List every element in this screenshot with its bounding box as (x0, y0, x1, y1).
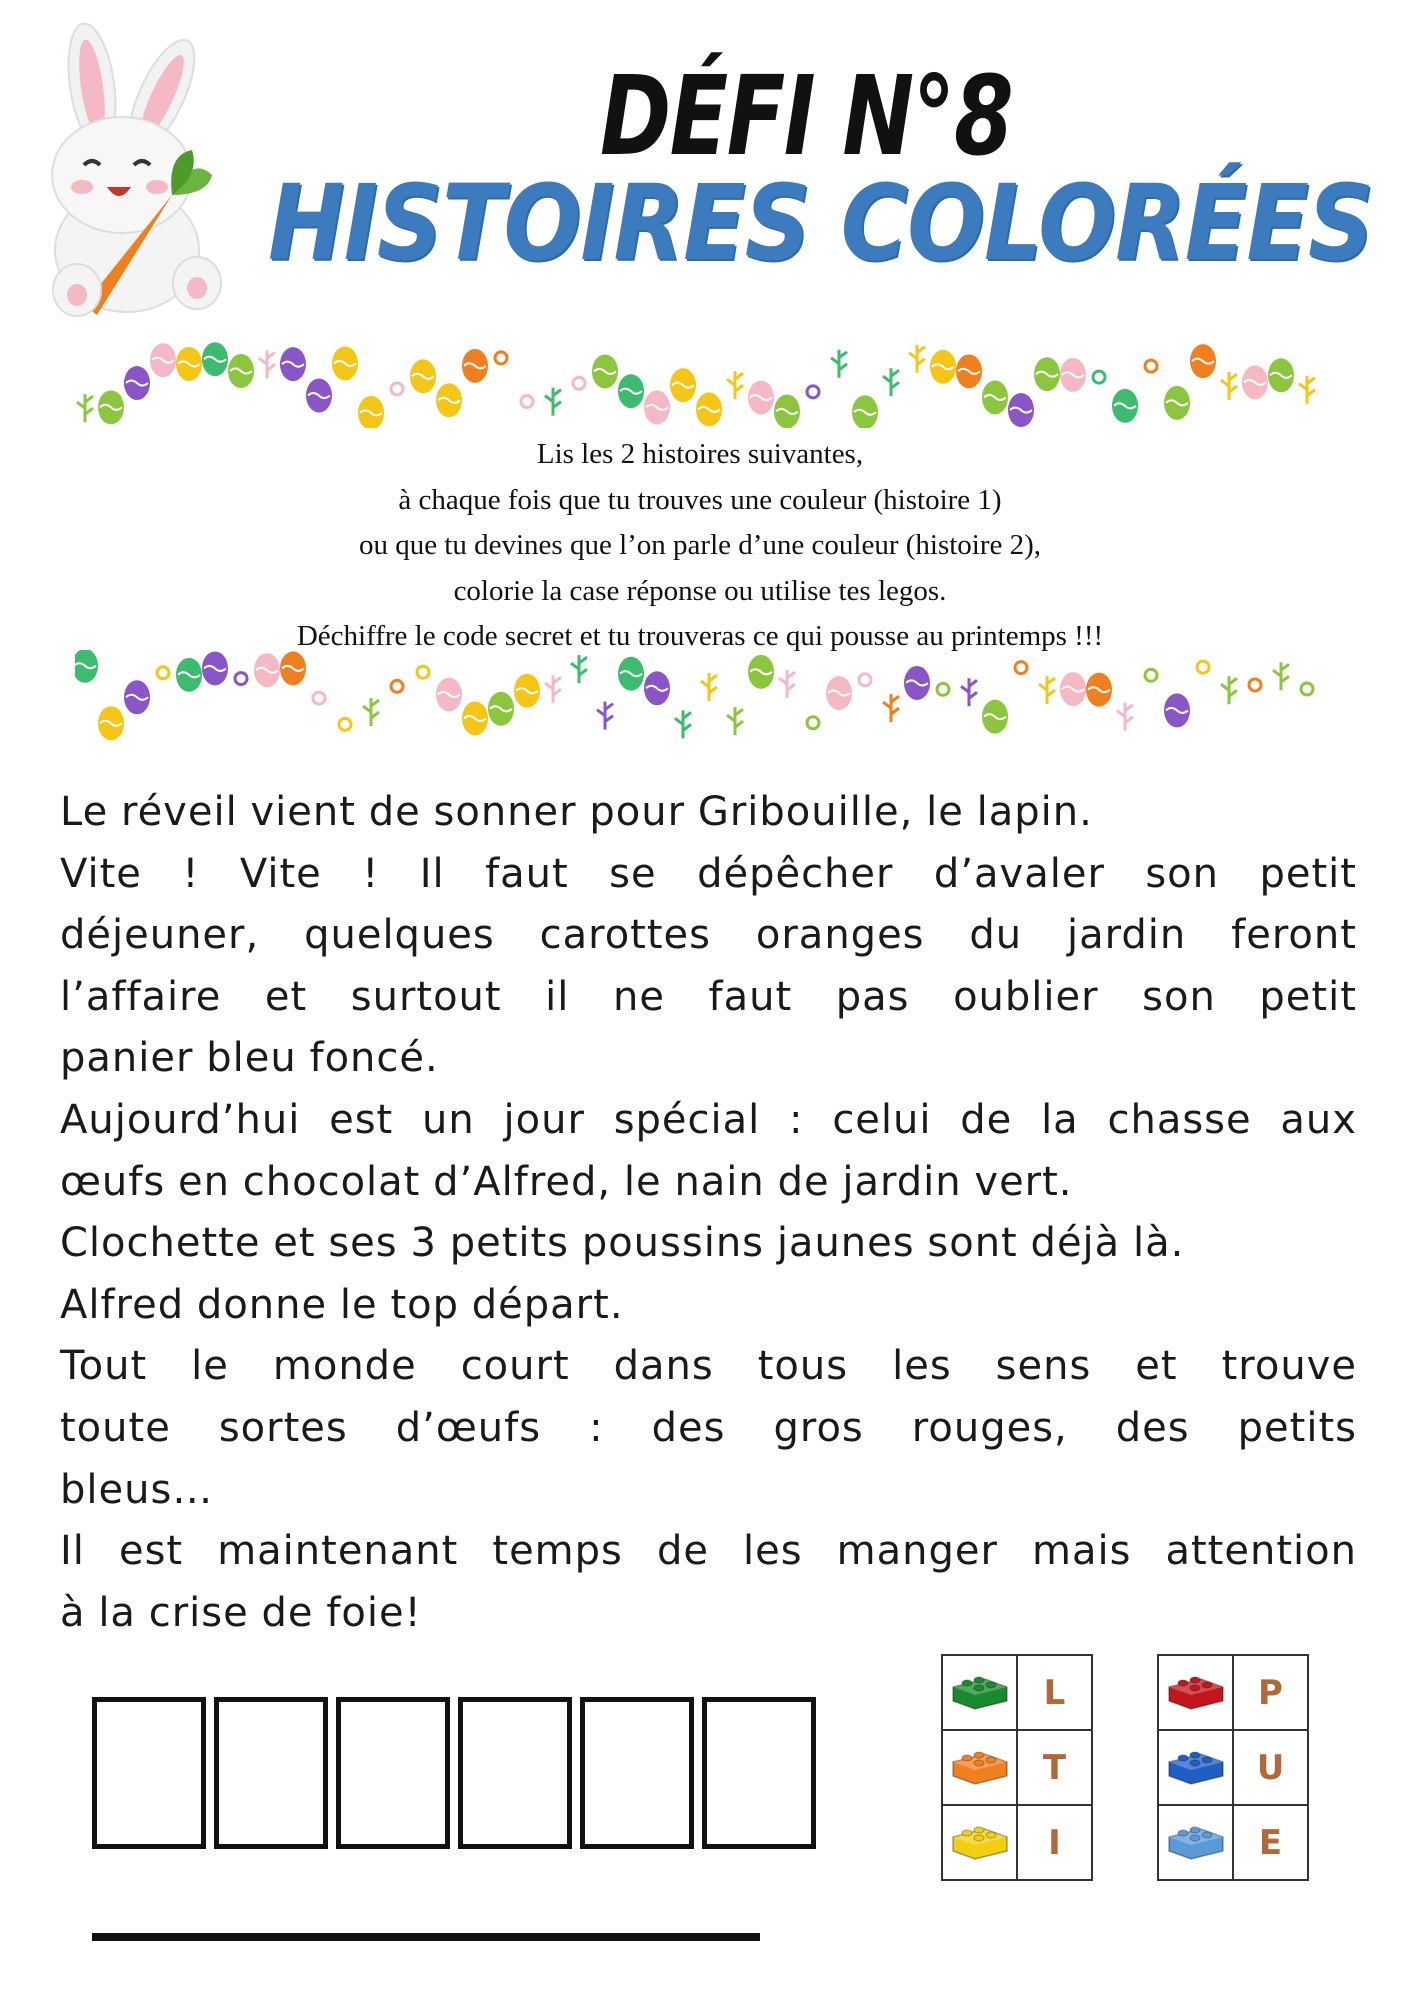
bunny-with-carrot-icon (22, 15, 232, 325)
brick-cell (1158, 1655, 1233, 1730)
yellow-lego-brick-icon (949, 1821, 1011, 1861)
page-title: HISTOIRES COLORÉES (268, 162, 1374, 284)
instruction-line: à chaque fois que tu trouves une couleur (histoire 1) (398, 483, 1002, 516)
brick-cell (942, 1805, 1017, 1880)
answer-box[interactable] (702, 1697, 816, 1849)
code-letter: L (1017, 1655, 1092, 1730)
brick-cell (1158, 1730, 1233, 1805)
red-lego-brick-icon (1165, 1671, 1227, 1711)
story-line: Tout le monde court dans tous les sens et trouve (60, 1343, 1357, 1390)
code-letter: I (1017, 1805, 1092, 1880)
easter-eggs-decoration-top (75, 338, 1340, 428)
answer-box[interactable] (336, 1697, 450, 1849)
story-line: œufs en chocolat d’Alfred, le nain de jardin vert. (60, 1158, 1073, 1205)
instruction-line: Déchiffre le code secret et tu trouveras ce qui pousse au printemps !!! (296, 620, 1104, 652)
answer-box[interactable] (458, 1697, 572, 1849)
story-line: Vite ! Vite ! Il faut se dépêcher d’avaler son petit (60, 850, 1357, 897)
brick-cell (942, 1655, 1017, 1730)
instruction-line: colorie la case réponse ou utilise tes legos. (453, 574, 947, 607)
story-line: Il est maintenant temps de les manger mais attention (60, 1528, 1357, 1575)
challenge-number-title: DÉFI N°8 (600, 52, 1013, 180)
brick-cell (1158, 1805, 1233, 1880)
story-line: Aujourd’hui est un jour spécial : celui de la chasse aux (60, 1096, 1357, 1143)
code-letter: T (1017, 1730, 1092, 1805)
code-letter: U (1233, 1730, 1308, 1805)
green-lego-brick-icon (949, 1671, 1011, 1711)
story-line: toute sortes d’œufs : des gros rouges, des petits (60, 1404, 1357, 1451)
story-line: à la crise de foie! (60, 1589, 422, 1636)
lego-code-legend-right (1157, 1654, 1309, 1881)
story-line: Clochette et ses 3 petits poussins jaunes sont déjà là. (60, 1220, 1185, 1267)
story-text (60, 782, 1357, 1644)
story-line: panier bleu foncé. (60, 1035, 439, 1082)
code-letter: P (1233, 1655, 1308, 1730)
lego-code-legend-left (941, 1654, 1093, 1881)
story-line: Alfred donne le top départ. (60, 1281, 624, 1328)
instructions (100, 432, 1300, 660)
answer-box[interactable] (92, 1697, 206, 1849)
story-line: Le réveil vient de sonner pour Gribouille, le lapin. (60, 789, 1093, 835)
answer-box[interactable] (214, 1697, 328, 1849)
light-blue-lego-brick-icon (1165, 1821, 1227, 1861)
instruction-line: Lis les 2 histoires suivantes, (536, 438, 864, 470)
story-line: bleus… (60, 1466, 214, 1513)
blue-lego-brick-icon (1165, 1746, 1227, 1786)
brick-cell (942, 1730, 1017, 1805)
story-line: l’affaire et surtout il ne faut pas oublier son petit (60, 973, 1357, 1020)
orange-lego-brick-icon (949, 1746, 1011, 1786)
answer-write-line[interactable] (92, 1933, 760, 1941)
instruction-line: ou que tu devines que l’on parle d’une couleur (histoire 2), (358, 529, 1042, 561)
story-line: déjeuner, quelques carottes oranges du jardin feront (60, 912, 1357, 959)
code-letter: E (1233, 1805, 1308, 1880)
easter-eggs-decoration-bottom (75, 650, 1340, 740)
answer-boxes (92, 1697, 824, 1849)
answer-box[interactable] (580, 1697, 694, 1849)
